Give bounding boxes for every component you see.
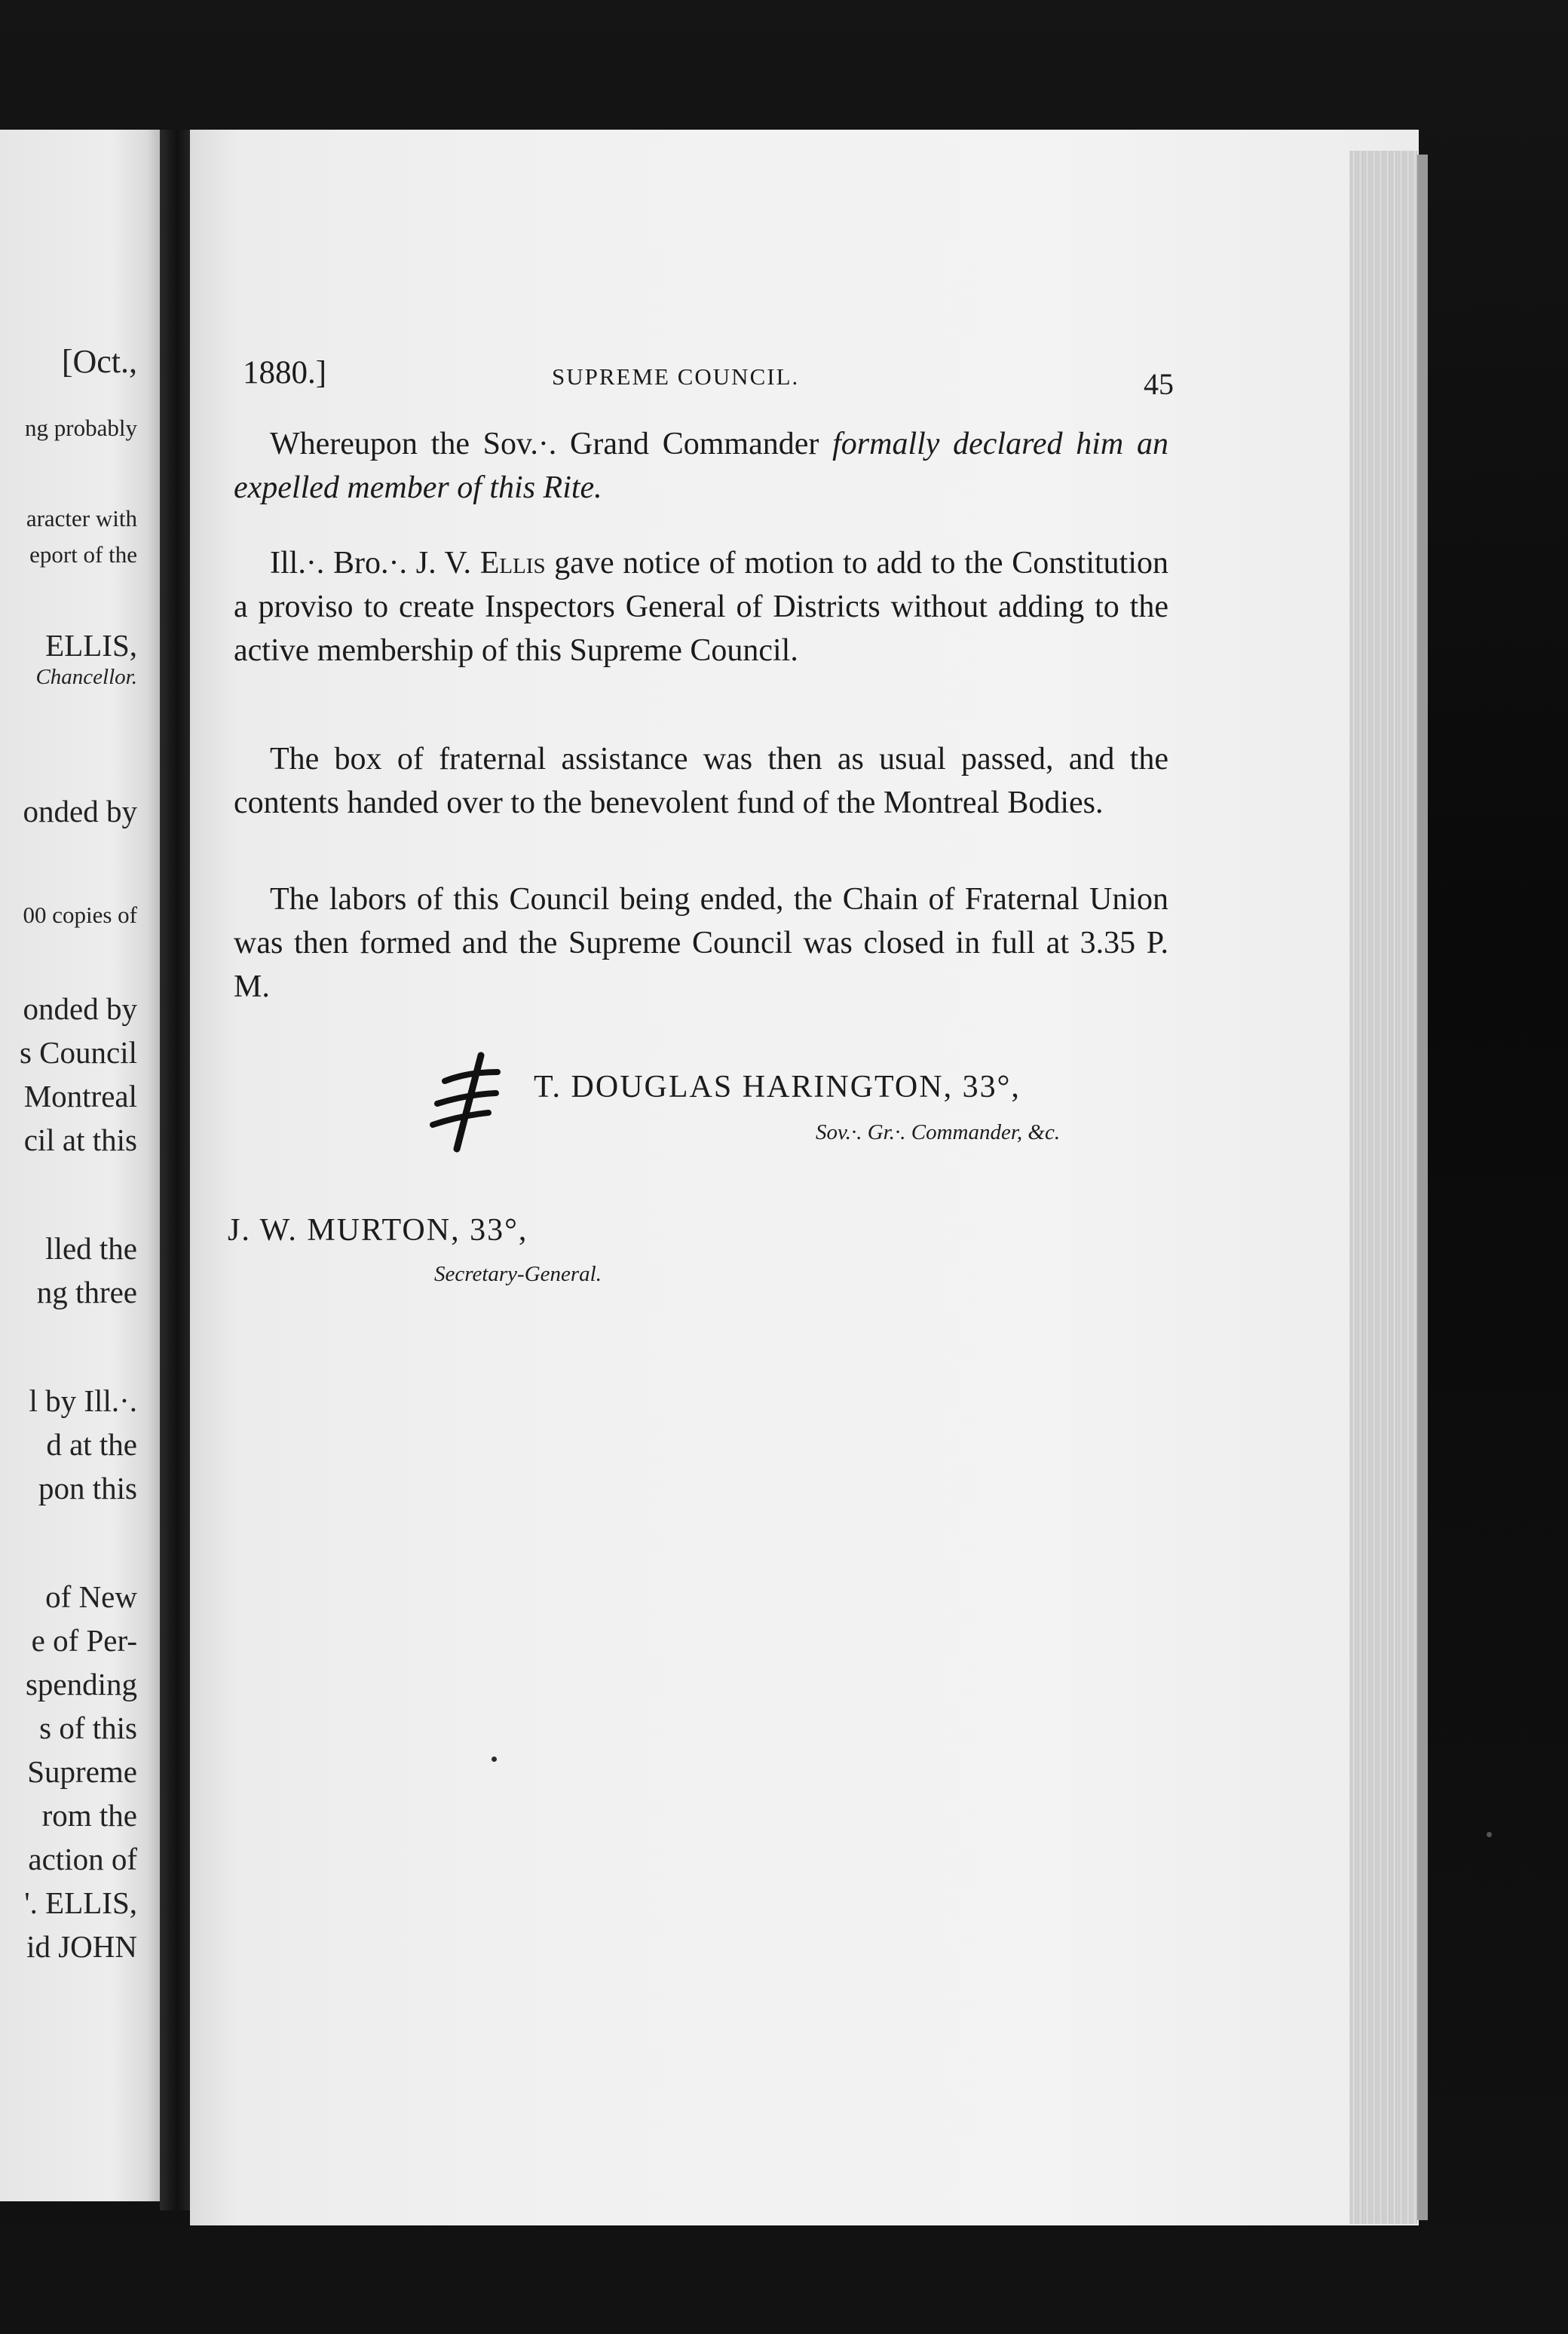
left-page-line: rom the [41, 1798, 137, 1833]
left-page-line: '. ELLIS, [24, 1885, 137, 1920]
left-page-line: id JOHN [26, 1929, 137, 1964]
secretary-signature-title: Secretary-General. [434, 1262, 602, 1286]
left-page-line: aracter with [26, 505, 137, 531]
running-head-year: 1880.] [243, 355, 327, 391]
left-page-line: pon this [38, 1471, 137, 1505]
paragraph-text: Ill.·. Bro.·. J. V. [270, 546, 480, 580]
left-page-line: l by Ill.·. [29, 1383, 137, 1418]
left-page-line: 00 copies of [23, 902, 137, 928]
left-page-line: eport of the [29, 541, 137, 568]
scan-speck [492, 1757, 497, 1762]
left-page-line: onded by [23, 794, 137, 829]
page-number: 45 [1144, 367, 1174, 401]
secretary-signature-name: J. W. MURTON, 33°, [228, 1213, 528, 1248]
left-page-line: Supreme [27, 1754, 137, 1789]
paragraph-expulsion [234, 422, 1168, 510]
left-page-line: cil at this [23, 1123, 137, 1157]
member-name: Ellis [479, 546, 546, 580]
signature-mark-icon [422, 1049, 513, 1155]
commander-signature-title: Sov.·. Gr.·. Commander, &c. [816, 1120, 1061, 1144]
left-facing-page [0, 130, 160, 2201]
running-head [243, 354, 1174, 400]
left-page-line: ng probably [25, 415, 137, 441]
left-page-line: spending [25, 1667, 137, 1701]
page-edge-shadow [1417, 155, 1428, 2220]
left-page-line: s of this [39, 1711, 137, 1745]
left-page-line: Chancellor. [35, 665, 137, 689]
left-page-line: s Council [19, 1035, 137, 1070]
left-page-line: [Oct., [61, 343, 137, 380]
paragraph-text: The labors of this Council being ended, the Chain of Fraternal Union was then formed and the Supreme Council was closed in full at 3.35 P. M. [234, 882, 1168, 1004]
left-page-line: e of Per- [31, 1623, 137, 1658]
paragraph-italic-text: formally declared him an expelled member of this Rite. [234, 427, 1168, 505]
running-head-title: SUPREME COUNCIL. [552, 363, 800, 390]
left-page-line: d at the [46, 1427, 137, 1462]
left-page-line: action of [28, 1842, 137, 1876]
paragraph-notice-of-motion [234, 541, 1168, 672]
scan-speck [1487, 1832, 1492, 1837]
paragraph-text: gave notice of motion to add to the Constitution a proviso to create Inspectors General of Districts without adding to the active membership of this Supreme Council. [234, 546, 1168, 668]
left-page-line: lled the [45, 1231, 137, 1266]
paragraph-fraternal-assistance [234, 737, 1168, 825]
page-edges [1349, 151, 1417, 2224]
left-page-line: ELLIS, [45, 628, 137, 663]
paragraph-text: The box of fraternal assistance was then as usual passed, and the contents handed over to the benevolent fund of the Montreal Bodies. [234, 742, 1168, 820]
left-page-line: of New [45, 1579, 137, 1614]
left-page-line: ng three [36, 1275, 137, 1309]
paragraph-text: Whereupon the Sov.·. Grand Commander [270, 427, 833, 461]
paragraph-closing [234, 878, 1168, 1009]
left-page-line: onded by [23, 991, 137, 1026]
commander-signature-name: T. DOUGLAS HARINGTON, 33°, [534, 1070, 1021, 1104]
left-page-line: Montreal [23, 1079, 137, 1113]
